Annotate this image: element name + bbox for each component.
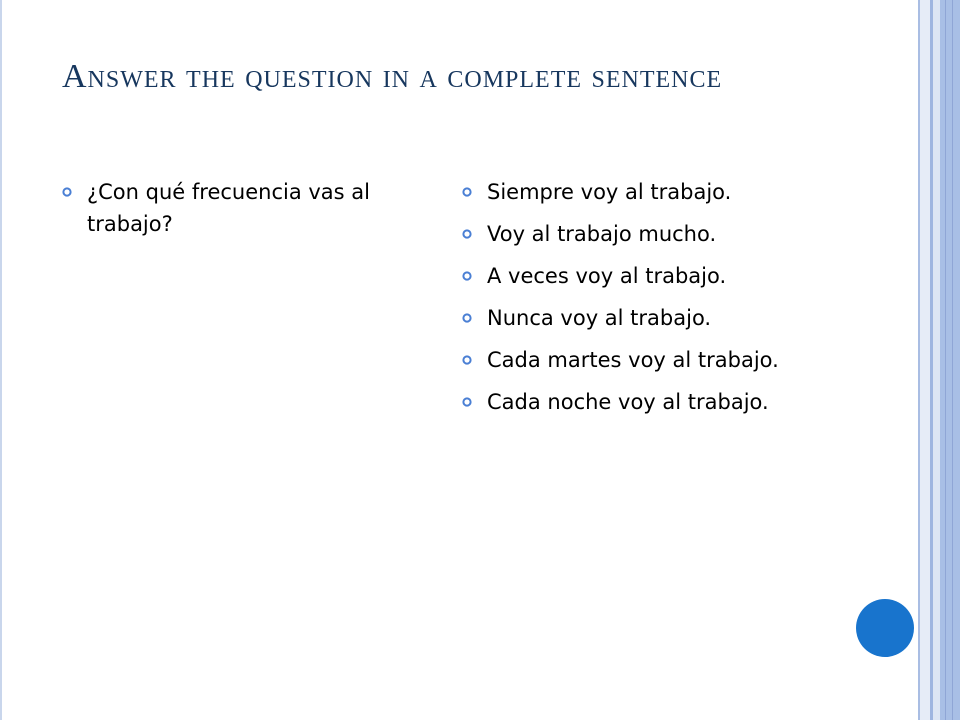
answer-list bbox=[462, 176, 802, 428]
ring-bullet-icon bbox=[462, 397, 472, 407]
answer-text: Cada noche voy al trabajo. bbox=[487, 390, 769, 414]
left-edge-line bbox=[0, 0, 2, 720]
side-band-line bbox=[952, 0, 953, 720]
answer-text: Nunca voy al trabajo. bbox=[487, 306, 712, 330]
ring-bullet-icon bbox=[462, 313, 472, 323]
ring-bullet-icon bbox=[62, 187, 72, 197]
side-band-stripe bbox=[933, 0, 940, 720]
answer-text: A veces voy al trabajo. bbox=[487, 264, 727, 288]
side-band-stripe bbox=[920, 0, 930, 720]
answer-item bbox=[462, 344, 802, 376]
answer-text: Siempre voy al trabajo. bbox=[487, 180, 732, 204]
answer-text: Cada martes voy al trabajo. bbox=[487, 348, 779, 372]
answer-item bbox=[462, 260, 802, 292]
ring-bullet-icon bbox=[462, 271, 472, 281]
side-band-stripe bbox=[940, 0, 960, 720]
question-text: ¿Con qué frecuencia vas al trabajo? bbox=[87, 180, 370, 236]
blue-circle-icon bbox=[856, 599, 914, 657]
question-item bbox=[62, 176, 407, 240]
answer-item bbox=[462, 302, 802, 334]
ring-bullet-icon bbox=[462, 229, 472, 239]
answer-text: Voy al trabajo mucho. bbox=[487, 222, 717, 246]
question-list bbox=[62, 176, 407, 250]
ring-bullet-icon bbox=[462, 355, 472, 365]
answer-item bbox=[462, 386, 802, 418]
answer-item bbox=[462, 176, 802, 208]
answer-item bbox=[462, 218, 802, 250]
slide-title: Answer the question in a complete sentence bbox=[62, 58, 723, 95]
ring-bullet-icon bbox=[462, 187, 472, 197]
side-band-line bbox=[945, 0, 946, 720]
